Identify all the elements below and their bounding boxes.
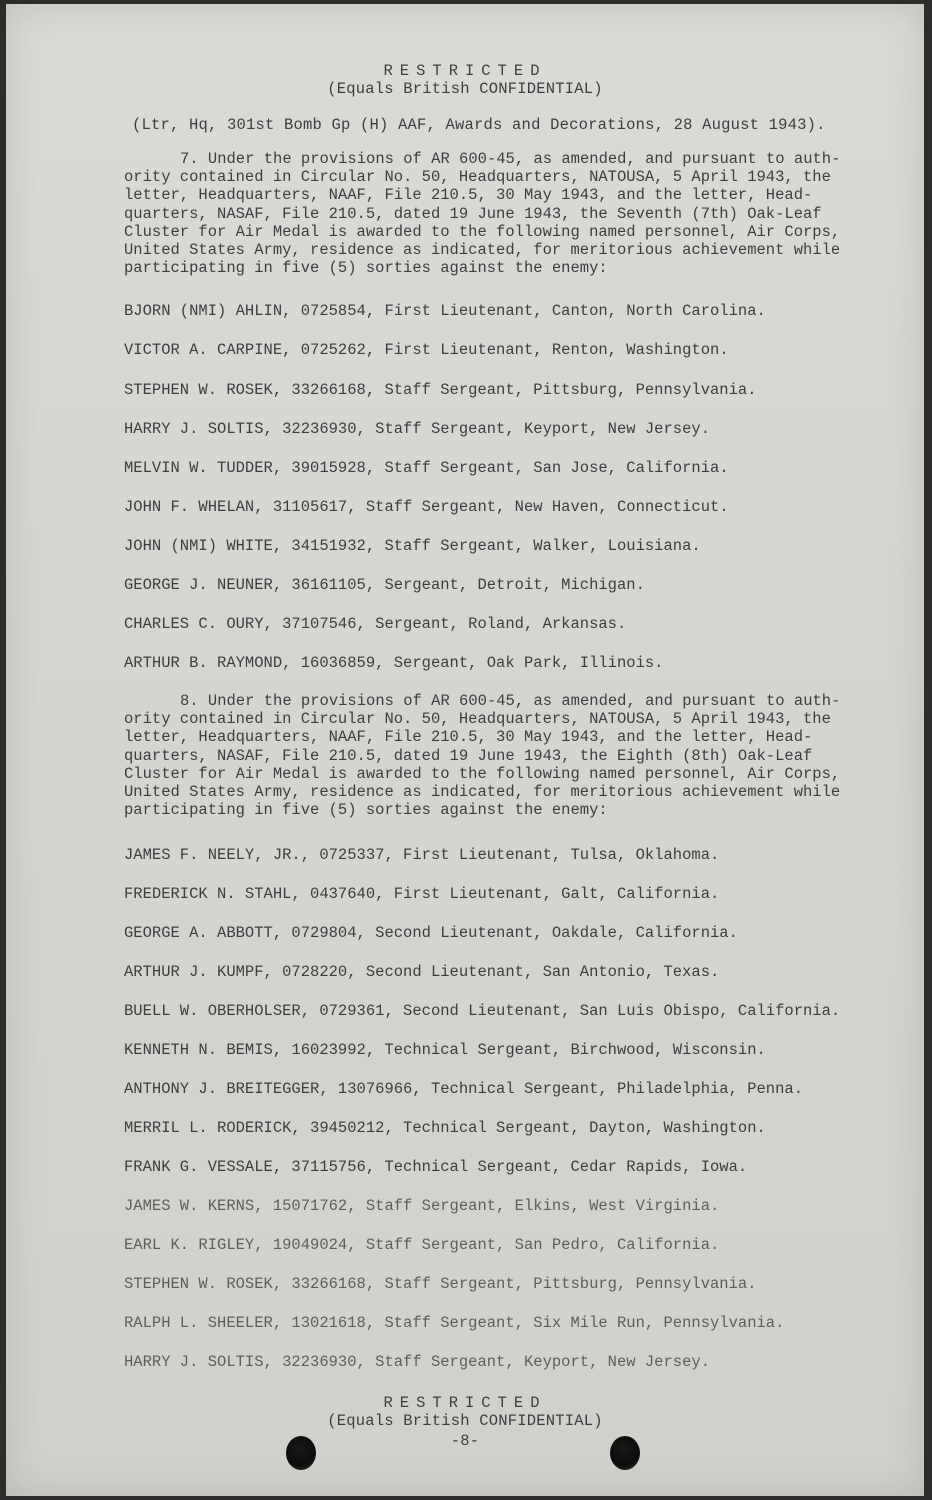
list-item: JOHN F. WHELAN, 31105617, Staff Sergeant, New Haven, Connecticut.: [124, 498, 729, 516]
punch-hole-right: [610, 1436, 640, 1470]
list-item: KENNETH N. BEMIS, 16023992, Technical Sergeant, Birchwood, Wisconsin.: [124, 1041, 766, 1059]
paragraph-7-line: quarters, NASAF, File 210.5, dated 19 June 1943, the Seventh (7th) Oak-Leaf: [124, 204, 822, 223]
paragraph-8-line: ority contained in Circular No. 50, Headquarters, NATOUSA, 5 April 1943, the: [124, 710, 831, 729]
list-item: JAMES F. NEELY, JR., 0725337, First Lieutenant, Tulsa, Oklahoma.: [124, 846, 720, 864]
paragraph-7-line: 7. Under the provisions of AR 600-45, as amended, and pursuant to auth-: [180, 150, 841, 168]
paragraph-7-line: ority contained in Circular No. 50, Headquarters, NATOUSA, 5 April 1943, the: [124, 168, 831, 187]
paragraph-8-line: participating in five (5) sorties against the enemy:: [124, 801, 608, 820]
header-restricted: RESTRICTED: [383, 62, 547, 80]
footer-restricted: RESTRICTED: [383, 1394, 547, 1412]
list-item: MERRIL L. RODERICK, 39450212, Technical Sergeant, Dayton, Washington.: [124, 1119, 766, 1137]
list-item: ANTHONY J. BREITEGGER, 13076966, Technical Sergeant, Philadelphia, Penna.: [124, 1080, 804, 1098]
list-item: MELVIN W. TUDDER, 39015928, Staff Sergeant, San Jose, California.: [124, 459, 729, 477]
paragraph-7-line: letter, Headquarters, NAAF, File 210.5, 30 May 1943, and the letter, Head-: [124, 186, 813, 205]
list-item: GEORGE J. NEUNER, 36161105, Sergeant, Detroit, Michigan.: [124, 576, 645, 594]
list-item: EARL K. RIGLEY, 19049024, Staff Sergeant, San Pedro, California.: [124, 1236, 720, 1254]
paragraph-8-line: letter, Headquarters, NAAF, File 210.5, 30 May 1943, and the letter, Head-: [124, 728, 813, 747]
list-item: CHARLES C. OURY, 37107546, Sergeant, Roland, Arkansas.: [124, 615, 627, 633]
list-item: STEPHEN W. ROSEK, 33266168, Staff Sergeant, Pittsburg, Pennsylvania.: [124, 381, 757, 399]
list-item: BJORN (NMI) AHLIN, 0725854, First Lieutenant, Canton, North Carolina.: [124, 302, 766, 320]
paragraph-7-line: Cluster for Air Medal is awarded to the following named personnel, Air Corps,: [124, 222, 841, 241]
paragraph-7-line: United States Army, residence as indicated, for meritorious achievement while: [124, 241, 841, 260]
list-item: HARRY J. SOLTIS, 32236930, Staff Sergeant, Keyport, New Jersey.: [124, 420, 710, 438]
list-item: JOHN (NMI) WHITE, 34151932, Staff Sergeant, Walker, Louisiana.: [124, 537, 701, 555]
list-item: VICTOR A. CARPINE, 0725262, First Lieutenant, Renton, Washington.: [124, 341, 729, 359]
list-item: HARRY J. SOLTIS, 32236930, Staff Sergeant, Keyport, New Jersey.: [124, 1353, 710, 1371]
list-item: STEPHEN W. ROSEK, 33266168, Staff Sergeant, Pittsburg, Pennsylvania.: [124, 1275, 757, 1293]
letter-reference: (Ltr, Hq, 301st Bomb Gp (H) AAF, Awards and Decorations, 28 August 1943).: [132, 116, 826, 134]
paragraph-7-line: participating in five (5) sorties against the enemy:: [124, 259, 608, 278]
list-item: JAMES W. KERNS, 15071762, Staff Sergeant, Elkins, West Virginia.: [124, 1197, 720, 1215]
list-item: GEORGE A. ABBOTT, 0729804, Second Lieutenant, Oakdale, California.: [124, 924, 738, 942]
list-item: FRANK G. VESSALE, 37115756, Technical Sergeant, Cedar Rapids, Iowa.: [124, 1158, 748, 1176]
paragraph-8-line: Cluster for Air Medal is awarded to the following named personnel, Air Corps,: [124, 764, 841, 783]
list-item: ARTHUR J. KUMPF, 0728220, Second Lieutenant, San Antonio, Texas.: [124, 963, 720, 981]
paragraph-8: [124, 692, 876, 819]
page-number: -8-: [450, 1432, 480, 1450]
list-item: ARTHUR B. RAYMOND, 16036859, Sergeant, Oak Park, Illinois.: [124, 654, 664, 672]
list-item: BUELL W. OBERHOLSER, 0729361, Second Lieutenant, San Luis Obispo, California.: [124, 1002, 841, 1020]
list-item: FREDERICK N. STAHL, 0437640, First Lieutenant, Galt, California.: [124, 885, 720, 903]
paragraph-8-line: 8. Under the provisions of AR 600-45, as amended, and pursuant to auth-: [180, 692, 841, 710]
paragraph-7: [124, 150, 876, 277]
paragraph-8-line: United States Army, residence as indicated, for meritorious achievement while: [124, 783, 841, 802]
document-page: [6, 4, 924, 1496]
list-item: RALPH L. SHEELER, 13021618, Staff Sergeant, Six Mile Run, Pennsylvania.: [124, 1314, 785, 1332]
paragraph-8-line: quarters, NASAF, File 210.5, dated 19 June 1943, the Eighth (8th) Oak-Leaf: [124, 746, 813, 765]
header-classification: (Equals British CONFIDENTIAL): [327, 80, 603, 98]
footer-classification: (Equals British CONFIDENTIAL): [327, 1412, 603, 1430]
punch-hole-left: [286, 1436, 316, 1470]
